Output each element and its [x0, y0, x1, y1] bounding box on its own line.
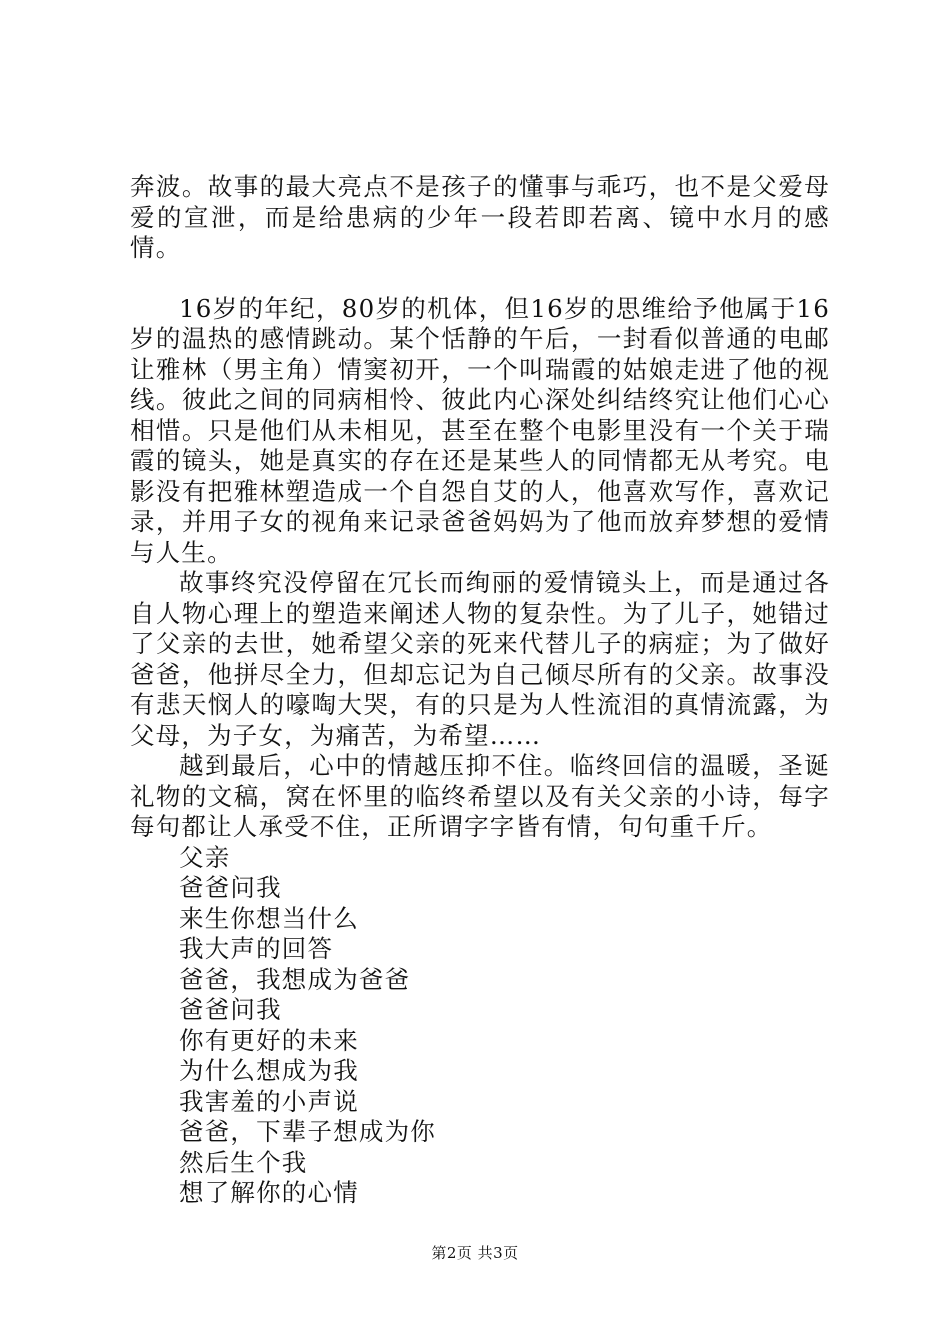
poem-line: 然后生个我 — [179, 1147, 308, 1177]
poem-line: 爸爸问我 — [179, 873, 282, 902]
poem-line: 爸爸，我想成为爸爸 — [179, 964, 411, 994]
poem-line: 你有更好的未来 — [179, 1025, 359, 1055]
paragraph-4: 越到最后，心中的情越压抑不住。临终回信的温暖，圣诞礼物的文稿，窝在怀里的临终希望以及有关父亲的小诗，每字每句都让人承受不住，正所谓字字皆有情，句句重千斤。 — [130, 751, 830, 841]
paragraph-3: 故事终究没停留在冗长而绚丽的爱情镜头上，而是通过各自人物心理上的塑造来阐述人物的复杂性。为了儿子，她错过了父亲的去世，她希望父亲的死来代替儿子的病症；为了做好爸爸，他拼尽全力，但却忘记为自己倾尽所有的父亲。故事没有悲天悯人的嚎啕大哭，有的只是为人性流泪的真情流露，为父母，为子女，为痛苦，为希望…… — [130, 568, 830, 750]
poem-line: 我害羞的小声说 — [179, 1086, 359, 1116]
page-number-footer: 第2页 共3页 — [431, 1244, 519, 1262]
poem-line: 来生你想当什么 — [179, 903, 359, 933]
poem-line: 我大声的回答 — [179, 934, 334, 963]
poem-line: 爸爸问我 — [179, 995, 282, 1024]
poem-line: 想了解你的心情 — [179, 1178, 359, 1207]
paragraph-2: 16岁的年纪，80岁的机体，但16岁的思维给予他属于16岁的温热的感情跳动。某个恬静的午后，一封看似普通的电邮让雅林（男主角）情窦初开，一个叫瑞霞的姑娘走进了他的视线。彼此之间的同病相怜、彼此内心深处纠结终究让他们心心相惜。只是他们从未相见，甚至在整个电影里没有一个关于瑞霞的镜头，她是真实的存在还是某些人的同情都无从考究。电影没有把雅林塑造成一个自怨自艾的人，他喜欢写作，喜欢记录，并用子女的视角来记录爸爸妈妈为了他而放弃梦想的爱情与人生。 — [130, 293, 830, 567]
poem-title: 父亲 — [179, 842, 231, 872]
poem-line: 为什么想成为我 — [179, 1056, 359, 1085]
article-body — [130, 172, 830, 1209]
poem-line: 爸爸，下辈子想成为你 — [179, 1117, 436, 1146]
poem — [130, 843, 830, 1209]
paragraph-1: 奔波。故事的最大亮点不是孩子的懂事与乖巧，也不是父爱母爱的宣泄，而是给患病的少年一段若即若离、镜中水月的感情。 — [130, 172, 830, 262]
